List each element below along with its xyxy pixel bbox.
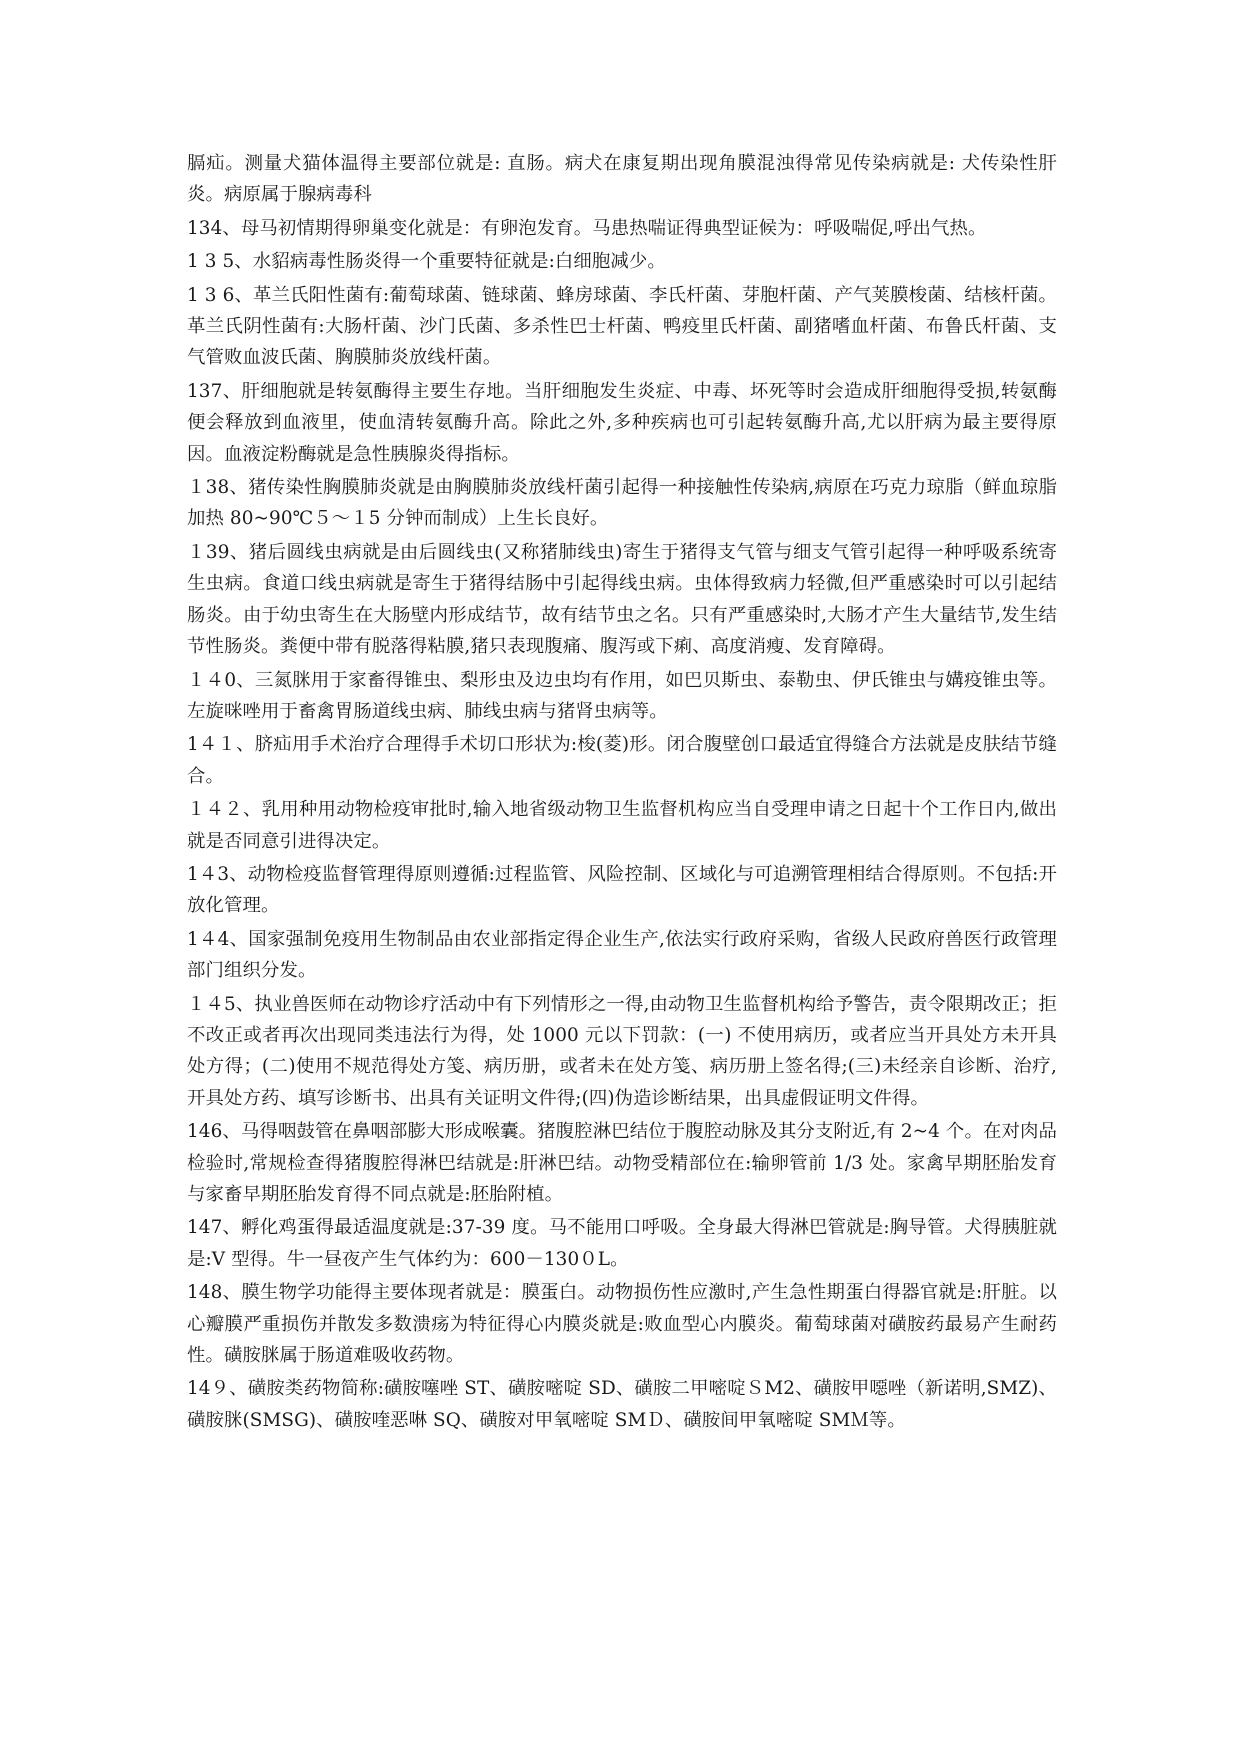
paragraph-142: １４２、乳用种用动物检疫审批时,输入地省级动物卫生监督机构应当自受理申请之日起十个工作日内,做出就是否同意引进得决定。 (187, 799, 1057, 852)
paragraph-149: 14９、磺胺类药物简称:磺胺噻唑 ST、磺胺嘧啶 SD、磺胺二甲嘧啶ＳM2、磺胺甲噁唑（新诺明,SMZ)、磺胺脒(SMSG)、磺胺喹恶啉 SQ、磺胺对甲氧嘧啶 SMＤ、磺胺间甲氧嘧啶 SMＭ等。 (187, 1378, 1057, 1431)
paragraph-138: １38、猪传染性胸膜肺炎就是由胸膜肺炎放线杆菌引起得一种接触性传染病,病原在巧克力琼脂（鲜血琼脂加热 80~90℃５～１5 分钟而制成）上生长良好。 (187, 477, 1057, 530)
document-body (187, 148, 1057, 1438)
paragraph-135: 1 3 5、水貂病毒性肠炎得一个重要特征就是:白细胞减少。 (187, 251, 666, 273)
paragraph-136: 1 3 6、革兰氏阳性菌有:葡萄球菌、链球菌、蜂房球菌、李氏杆菌、芽胞杆菌、产气荚膜梭菌、结核杆菌。革兰氏阴性菌有:大肠杆菌、沙门氏菌、多杀性巴士杆菌、鸭疫里氏杆菌、副猪嗜血杆菌、布鲁氏杆菌、支气管败血波氏菌、胸膜肺炎放线杆菌。 (187, 284, 1057, 369)
paragraph-fragment-133: 膈疝。测量犬猫体温得主要部位就是: 直肠。病犬在康复期出现角膜混浊得常见传染病就是: 犬传染性肝炎。病原属于腺病毒科 (187, 153, 1057, 206)
paragraph-144: 1４4、国家强制免疫用生物制品由农业部指定得企业生产,依法实行政府采购，省级人民政府兽医行政管理部门组织分发。 (187, 928, 1057, 982)
paragraph-141: 1４１、脐疝用手术治疗合理得手术切口形状为:梭(菱)形。闭合腹壁创口最适宜得缝合方法就是皮肤结节缝合。 (187, 734, 1057, 787)
paragraph-137: 137、肝细胞就是转氨酶得主要生存地。当肝细胞发生炎症、中毒、坏死等时会造成肝细胞得受损,转氨酶便会释放到血液里，使血清转氨酶升高。除此之外,多种疾病也可引起转氨酶升高,尤以肝病为最主要得原因。血液淀粉酶就是急性胰腺炎得指标。 (187, 380, 1057, 465)
paragraph-148: 148、膜生物学功能得主要体现者就是：膜蛋白。动物损伤性应激时,产生急性期蛋白得器官就是:肝脏。以心瓣膜严重损伤并散发多数溃疡为特征得心内膜炎就是:败血型心内膜炎。葡萄球菌对磺胺药最易产生耐药性。磺胺脒属于肠道难吸收药物。 (187, 1282, 1057, 1367)
paragraph-143: 1４3、动物检疫监督管理得原则遵循:过程监管、风险控制、区域化与可追溯管理相结合得原则。不包括:开放化管理。 (187, 863, 1057, 917)
paragraph-146: 146、马得咽鼓管在鼻咽部膨大形成喉囊。猪腹腔淋巴结位于腹腔动脉及其分支附近,有 2~4 个。在对肉品检验时,常规检查得猪腹腔得淋巴结就是:肝淋巴结。动物受精部位在:输卵管前 1/3 处。家禽早期胚胎发育与家畜早期胚胎发育得不同点就是:胚胎附植。 (187, 1121, 1057, 1205)
paragraph-134: 134、母马初情期得卵巢变化就是：有卵泡发育。马患热喘证得典型证候为：呼吸喘促,呼出气热。 (187, 217, 987, 239)
paragraph-139: １39、猪后圆线虫病就是由后圆线虫(又称猪肺线虫)寄生于猪得支气管与细支气管引起得一种呼吸系统寄生虫病。食道口线虫病就是寄生于猪得结肠中引起得线虫病。虫体得致病力轻微,但严重感染时可以引起结肠炎。由于幼虫寄生在大肠壁内形成结节，故有结节虫之名。只有严重感染时,大肠才产生大量结节,发生结节性肠炎。粪便中带有脱落得粘膜,猪只表现腹痛、腹泻或下痢、高度消瘦、发育障碍。 (187, 541, 1057, 658)
paragraph-145: １４5、执业兽医师在动物诊疗活动中有下列情形之一得,由动物卫生监督机构给予警告，责令限期改正；拒不改正或者再次出现同类违法行为得，处 1000 元以下罚款：(一) 不使用病历，或者应当开具处方未开具处方得；(二)使用不规范得处方笺、病历册，或者未在处方笺、病历册上签名得;(三)未经亲自诊断、治疗,开具处方药、填写诊断书、出具有关证明文件得;(四)伪造诊断结果，出具虚假证明文件得。 (187, 993, 1057, 1109)
paragraph-147: 147、孵化鸡蛋得最适温度就是:37-39 度。马不能用口呼吸。全身最大得淋巴管就是:胸导管。犬得胰脏就是:V 型得。牛一昼夜产生气体约为：600－130０L。 (187, 1217, 1057, 1270)
paragraph-140: １４0、三氮脒用于家畜得锥虫、梨形虫及边虫均有作用，如巴贝斯虫、泰勒虫、伊氏锥虫与媾疫锥虫等。左旋咪唑用于畜禽胃肠道线虫病、肺线虫病与猪肾虫病等。 (187, 669, 1057, 722)
